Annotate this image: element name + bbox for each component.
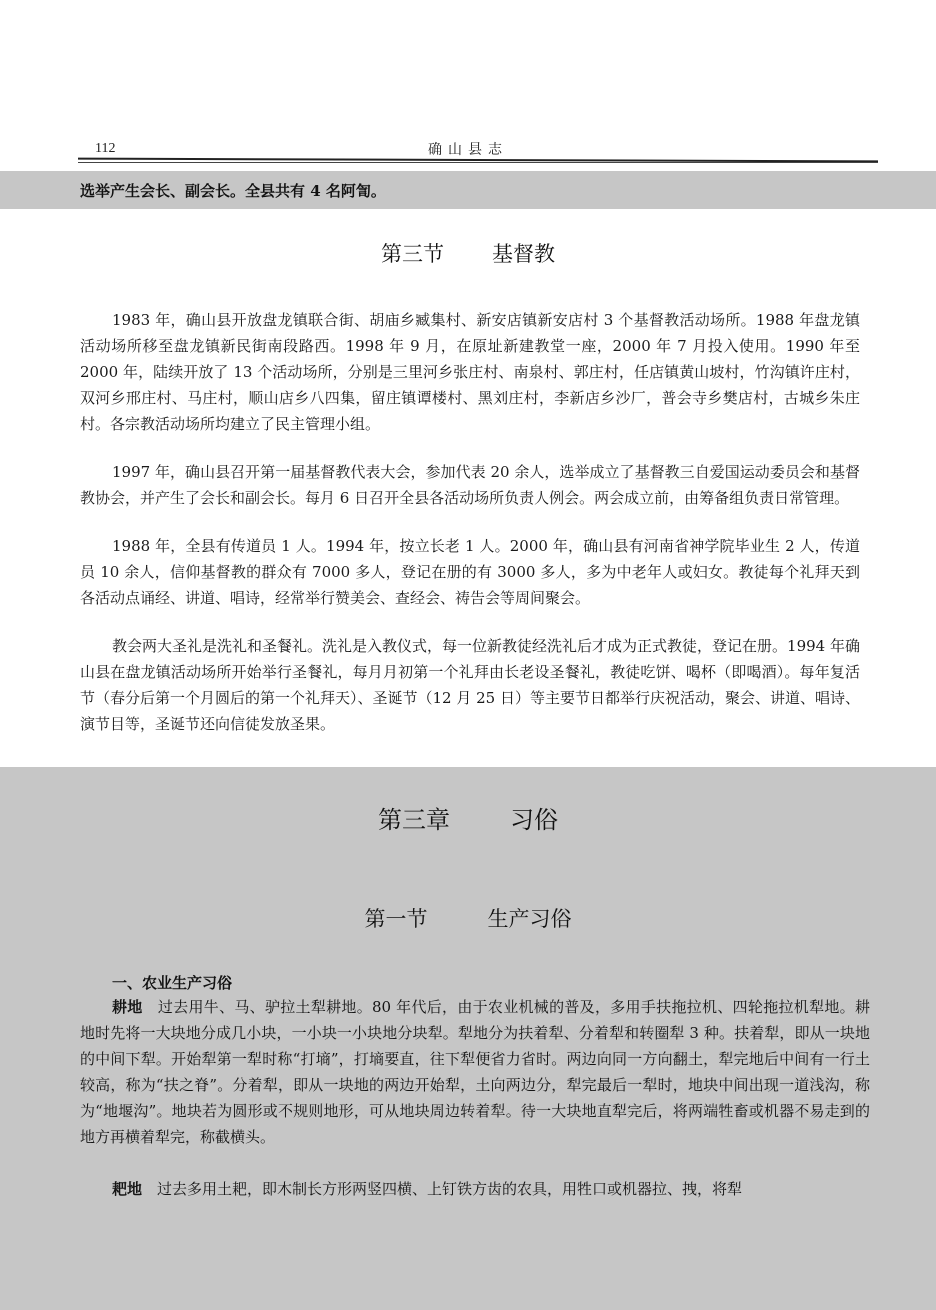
section-label: 第三节 [381, 242, 444, 266]
paragraph: 1983 年，确山县开放盘龙镇联合街、胡庙乡臧集村、新安店镇新安店村 3 个基督教活动场所。1988 年盘龙镇活动场所移至盘龙镇新民街南段路西。1998 年 9 月，在原址新建教堂一座，2000 年 7 月投入使用。1990 年至 2000 年，陆续开放了 13 个活动场所，分别是三里河乡张庄村、南泉村、郭庄村，任店镇黄山坡村，竹沟镇许庄村，双河乡邢庄村、马庄村，顺山店乡八四集，留庄镇谭楼村、黑刘庄村，李新店乡沙厂，普会寺乡樊店村，古城乡朱庄村。各宗教活动场所均建立了民主管理小组。 [80, 311, 860, 433]
section-label: 第一节 [364, 907, 428, 931]
paragraph: 教会两大圣礼是洗礼和圣餐礼。洗礼是入教仪式，每一位新教徒经洗礼后才成为正式教徒，登记在册。1994 年确山县在盘龙镇活动场所开始举行圣餐礼，每月月初第一个礼拜由长老设圣餐礼，教徒吃饼、喝杯（即喝酒）。每年复活节（春分后第一个月圆后的第一个礼拜天）、圣诞节（12 月 25 日）等主要节日都举行庆祝活动，聚会、讲道、唱诗、演节目等，圣诞节还向信徒发放圣果。 [80, 637, 860, 733]
entry-term: 耙地 [112, 1180, 143, 1198]
chapter-label: 第三章 [378, 806, 450, 834]
entry-paragraph [80, 1176, 870, 1202]
carryover-line: 选举产生会长、副会长。全县共有 4 名阿訇。 [80, 182, 386, 200]
section-title: 基督教 [492, 242, 555, 266]
paragraph: 1997 年，确山县召开第一届基督教代表大会，参加代表 20 余人，选举成立了基督教三自爱国运动委员会和基督教协会，并产生了会长和副会长。每月 6 日召开全县各活动场所负责人例会。两会成立前，由筹备组负责日常管理。 [80, 463, 860, 507]
page-number: 112 [95, 141, 116, 156]
chapter-title: 习俗 [510, 806, 558, 834]
book-title: 确山县志 [428, 142, 508, 158]
entry-text: 过去用牛、马、驴拉土犁耕地。80 年代后，由于农业机械的普及，多用手扶拖拉机、四轮拖拉机犁地。耕地时先将一大块地分成几小块，一小块一小块地分块犁。犁地分为扶着犁、分着犁和转圈犁 3 种。扶着犁，即从一块地的中间下犁。开始犁第一犁时称“打墒”，打墒要直，往下犁便省力省时。两边向同一方向翻土，犁完地后中间有一行土较高，称为“扶之脊”。分着犁，即从一块地的两边开始犁，土向两边分，犁完最后一犁时，地块中间出现一道浅沟，称为“地堰沟”。地块若为圆形或不规则地形，可从地块周边转着犁。待一大块地直犁完后，将两端牲畜或机器不易走到的地方再横着犁完，称截横头。 [80, 998, 870, 1146]
highlight-band-top [0, 171, 936, 209]
entry-text: 过去多用土耙，即木制长方形两竖四横、上钉铁方齿的农具，用牲口或机器拉、拽，将犁 [157, 1180, 743, 1198]
section-heading-christianity [0, 238, 936, 268]
entry-paragraph [80, 994, 870, 1150]
section-heading-production [0, 903, 936, 933]
paragraph: 1988 年，全县有传道员 1 人。1994 年，按立长老 1 人。2000 年，确山县有河南省神学院毕业生 2 人，传道员 10 余人，信仰基督教的群众有 7000 多人，登记在册的有 3000 多人，多为中老年人或妇女。教徒每个礼拜天到各活动点诵经、讲道、唱诗，经常举行赞美会、查经会、祷告会等周间聚会。 [80, 537, 860, 607]
subsection-heading: 一、农业生产习俗 [112, 974, 233, 992]
header-rule-thin [78, 162, 878, 163]
section-title: 生产习俗 [487, 907, 572, 931]
chapter-heading [0, 800, 936, 835]
entry-term: 耕地 [112, 998, 143, 1016]
